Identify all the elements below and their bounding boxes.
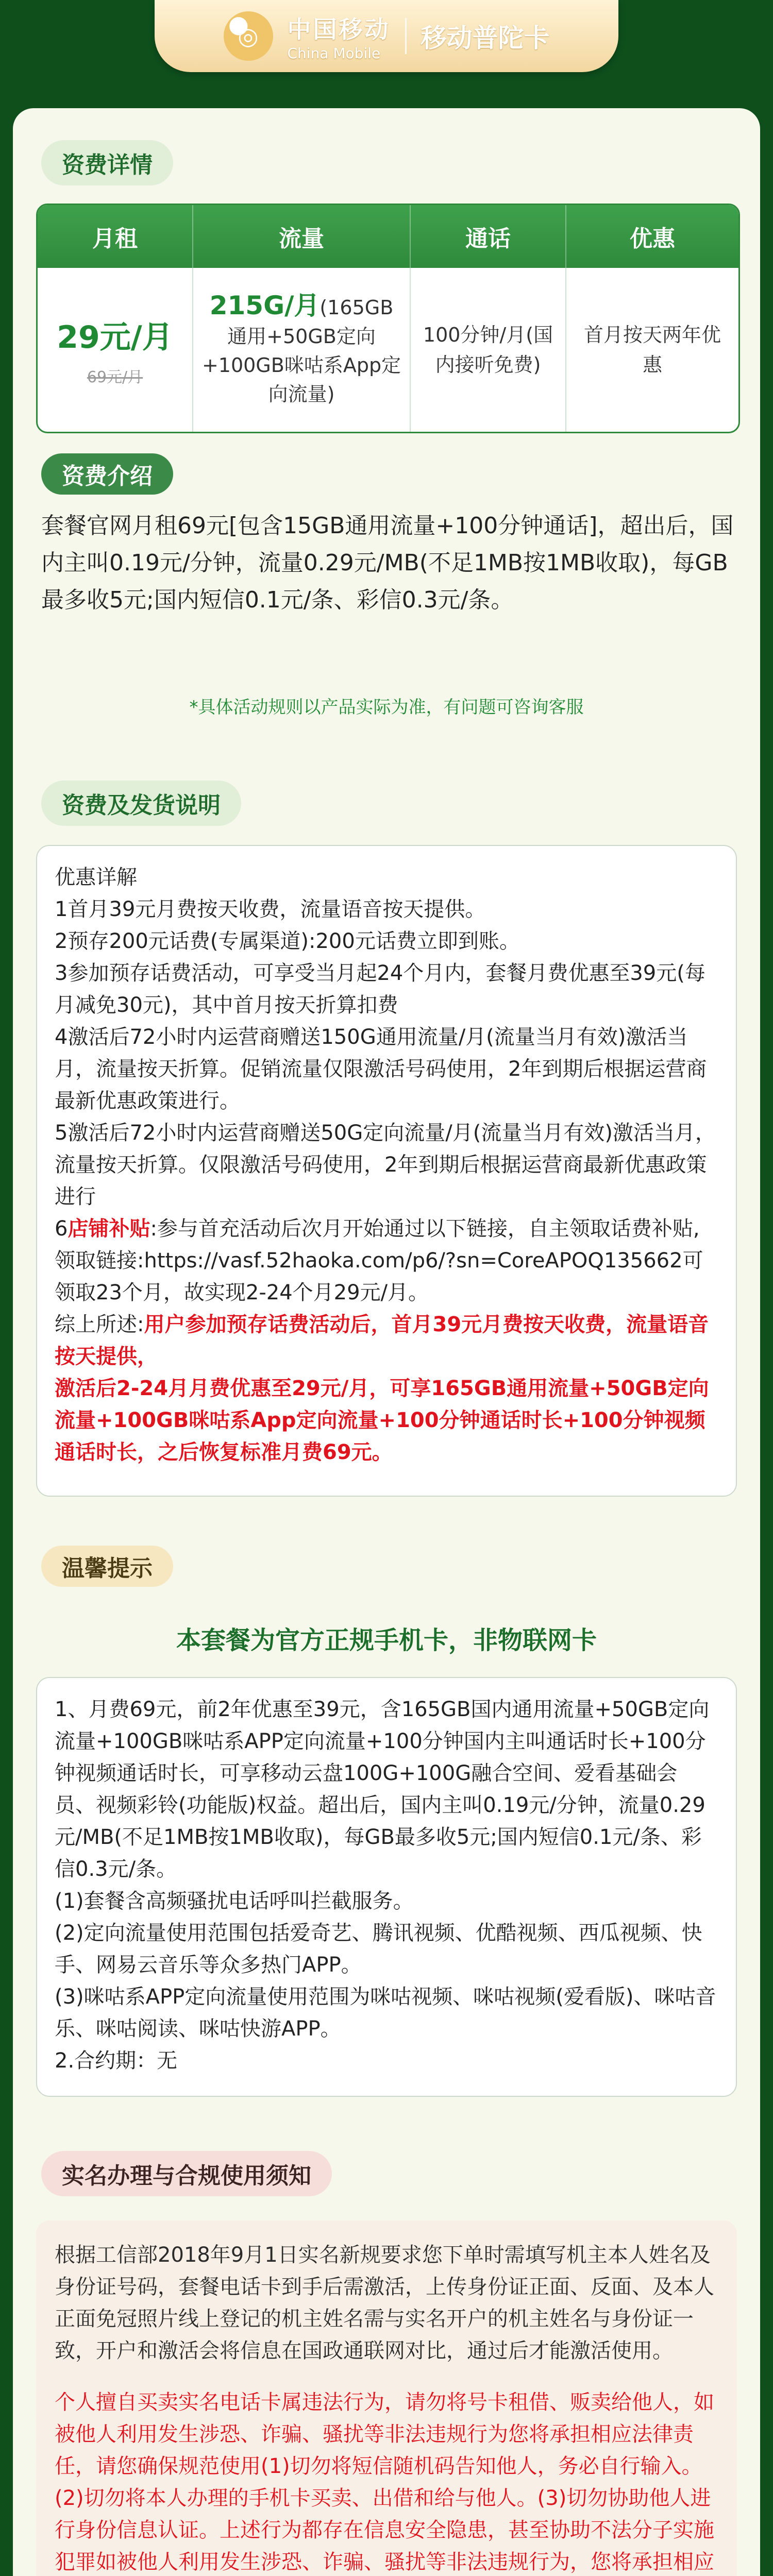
summary-red-2: 激活后2-24月月费优惠至29元/月，可享165GB通用流量+50GB定向流量+100GB咪咕系App定向流量+100分钟通话时长+100分钟视频通话时长，之后恢复标准月费69元。 xyxy=(55,1377,709,1464)
content-panel xyxy=(13,108,760,2576)
subsidy-label: 店铺补贴 xyxy=(68,1217,150,1241)
cell-calls xyxy=(411,268,566,432)
china-mobile-logo-icon: ◎ xyxy=(224,11,273,61)
tips-line: (1)套餐含高频骚扰电话呼叫拦截服务。 xyxy=(55,1889,414,1913)
cell-price xyxy=(38,268,193,432)
summary-prefix: 综上所述: xyxy=(55,1313,144,1336)
tips-line: 2.合约期：无 xyxy=(55,2049,178,2073)
brand-block xyxy=(288,11,391,62)
tips-box xyxy=(36,1677,737,2097)
header-badge xyxy=(155,0,618,72)
shipping-lines xyxy=(37,846,736,1484)
shipping-line: 2预存200元话费(专属渠道):200元话费立即到账。 xyxy=(55,929,520,953)
tips-line: (2)定向流量使用范围包括爱奇艺、腾讯视频、优酷视频、西瓜视频、快手、网易云音乐等众多热门APP。 xyxy=(55,1921,702,1977)
shipping-line: 3参加预存话费活动，可享受当月起24个月内，套餐月费优惠至39元(每月减免30元)，其中首月按天折算扣费 xyxy=(55,961,705,1017)
data-highlight: 215G/月 xyxy=(209,291,320,320)
cell-discount xyxy=(566,268,738,432)
tips-lines xyxy=(37,1678,736,2092)
section-title-intro: 资费介绍 xyxy=(41,453,173,495)
col-calls: 通话 xyxy=(411,205,566,268)
col-monthly-fee: 月租 xyxy=(38,205,193,268)
section-title-realname: 实名办理与合规使用须知 xyxy=(41,2151,332,2196)
subsidy-text: :参与首充活动后次月开始通过以下链接，自主领取话费补贴,领取链接:https://vasf.52haoka.com/p6/?sn=CoreAPOQ135662可领取23个月，故实现2-24个月29元/月。 xyxy=(55,1217,703,1304)
tips-subheading: 本套餐为官方正规手机卡，非物联网卡 xyxy=(176,1626,597,1655)
shipping-line: 1首月39元月费按天收费，流量语音按天提供。 xyxy=(55,897,486,921)
fee-table-row xyxy=(38,268,738,432)
current-price: 29元/月 xyxy=(57,319,173,355)
shipping-line: 5激活后72小时内运营商赠送50G定向流量/月(流量当月有效)激活当月，流量按天折算。仅限激活号码使用，2年到期后根据运营商最新优惠政策进行 xyxy=(55,1121,716,1209)
subsidy-num: 6 xyxy=(55,1217,68,1241)
shipping-box xyxy=(36,845,737,1497)
brand-cn: 中国移动 xyxy=(287,15,391,43)
tips-line: (3)咪咕系APP定向流量使用范围为咪咕视频、咪咕视频(爱看版)、咪咕音乐、咪咕阅读、咪咕快游APP。 xyxy=(55,1985,716,2041)
shipping-line: 4激活后72小时内运营商赠送150G通用流量/月(流量当月有效)激活当月，流量按天折算。促销流量仅限激活号码使用，2年到期后根据运营商最新优惠政策进行。 xyxy=(55,1025,707,1113)
shipping-line: 优惠详解 xyxy=(55,866,137,889)
call-text: 100分钟/月(国内接听免费) xyxy=(423,324,553,376)
discount-text: 首月按天两年优惠 xyxy=(583,324,721,376)
card-name: 移动普陀卡 xyxy=(421,23,550,53)
fee-table-header xyxy=(38,205,738,268)
col-data: 流量 xyxy=(193,205,411,268)
intro-note: *具体活动规则以产品实际为准，有问题可咨询客服 xyxy=(189,697,584,718)
original-price: 69元/月 xyxy=(87,368,143,386)
data-detail: (165GB通用+50GB定向+100GB咪咕系App定向流量) xyxy=(201,296,401,405)
badge-divider xyxy=(405,18,407,54)
cell-data xyxy=(193,268,411,432)
summary-red-1: 用户参加预存话费活动后，首月39元月费按天收费，流量语音按天提供， xyxy=(55,1313,709,1368)
col-discount: 优惠 xyxy=(630,226,675,252)
section-title-shipping: 资费及发货说明 xyxy=(41,781,241,826)
section-title-tips: 温馨提示 xyxy=(41,1546,173,1587)
realname-text-2: 个人擅自买卖实名电话卡属违法行为，请勿将号卡租借、贩卖给他人，如被他人利用发生涉恐、诈骗、骚扰等非法违规行为您将承担相应法律责任，请您确保规范使用(1)切勿将短信随机码告知他人，务必自行输入。(2)切勿将本人办理的手机卡买卖、出借和给与他人。(3)切勿协助他人进行身份信息认证。上述行为都存在信息安全隐患，甚至协助不法分子实施犯罪如被他人利用发生涉恐、诈骗、骚扰等非法违规行为，您将承担相应 xyxy=(55,2391,714,2574)
tips-line: 1、月费69元，前2年优惠至39元，含165GB国内通用流量+50GB定向流量+100GB咪咕系APP定向流量+100分钟国内主叫通话时长+100分钟视频通话时长，可享移动云盘100G+100G融合空间、爱看基础会员、视频彩铃(功能版)权益。超出后，国内主叫0.19元/分钟，流量0.29元/MB(不足1MB按1MB收取)，每GB最多收5元;国内短信0.1元/条、彩信0.3元/条。 xyxy=(55,1698,710,1881)
data-description xyxy=(193,291,410,409)
realname-text-1: 根据工信部2018年9月1日实名新规要求您下单时需填写机主本人姓名及身份证号码，套餐电话卡到手后需激活，上传身份证正面、反面、及本人正面免冠照片线上登记的机主姓名需与实名开户的机主姓名与身份证一致，开户和激活会将信息在国政通联网对比，通过后才能激活使用。 xyxy=(55,2243,714,2363)
intro-text: 套餐官网月租69元[包含15GB通用流量+100分钟通话]，超出后，国内主叫0.19元/分钟，流量0.29元/MB(不足1MB按1MB收取)，每GB最多收5元;国内短信0.1元/条、彩信0.3元/条。 xyxy=(41,513,734,613)
brand-en: China Mobile xyxy=(287,44,381,62)
section-title-fee-details: 资费详情 xyxy=(41,140,173,185)
realname-box xyxy=(36,2221,737,2576)
shipping-line-subsidy xyxy=(55,1213,718,1309)
fee-table xyxy=(36,204,740,433)
shipping-summary xyxy=(55,1309,718,1372)
